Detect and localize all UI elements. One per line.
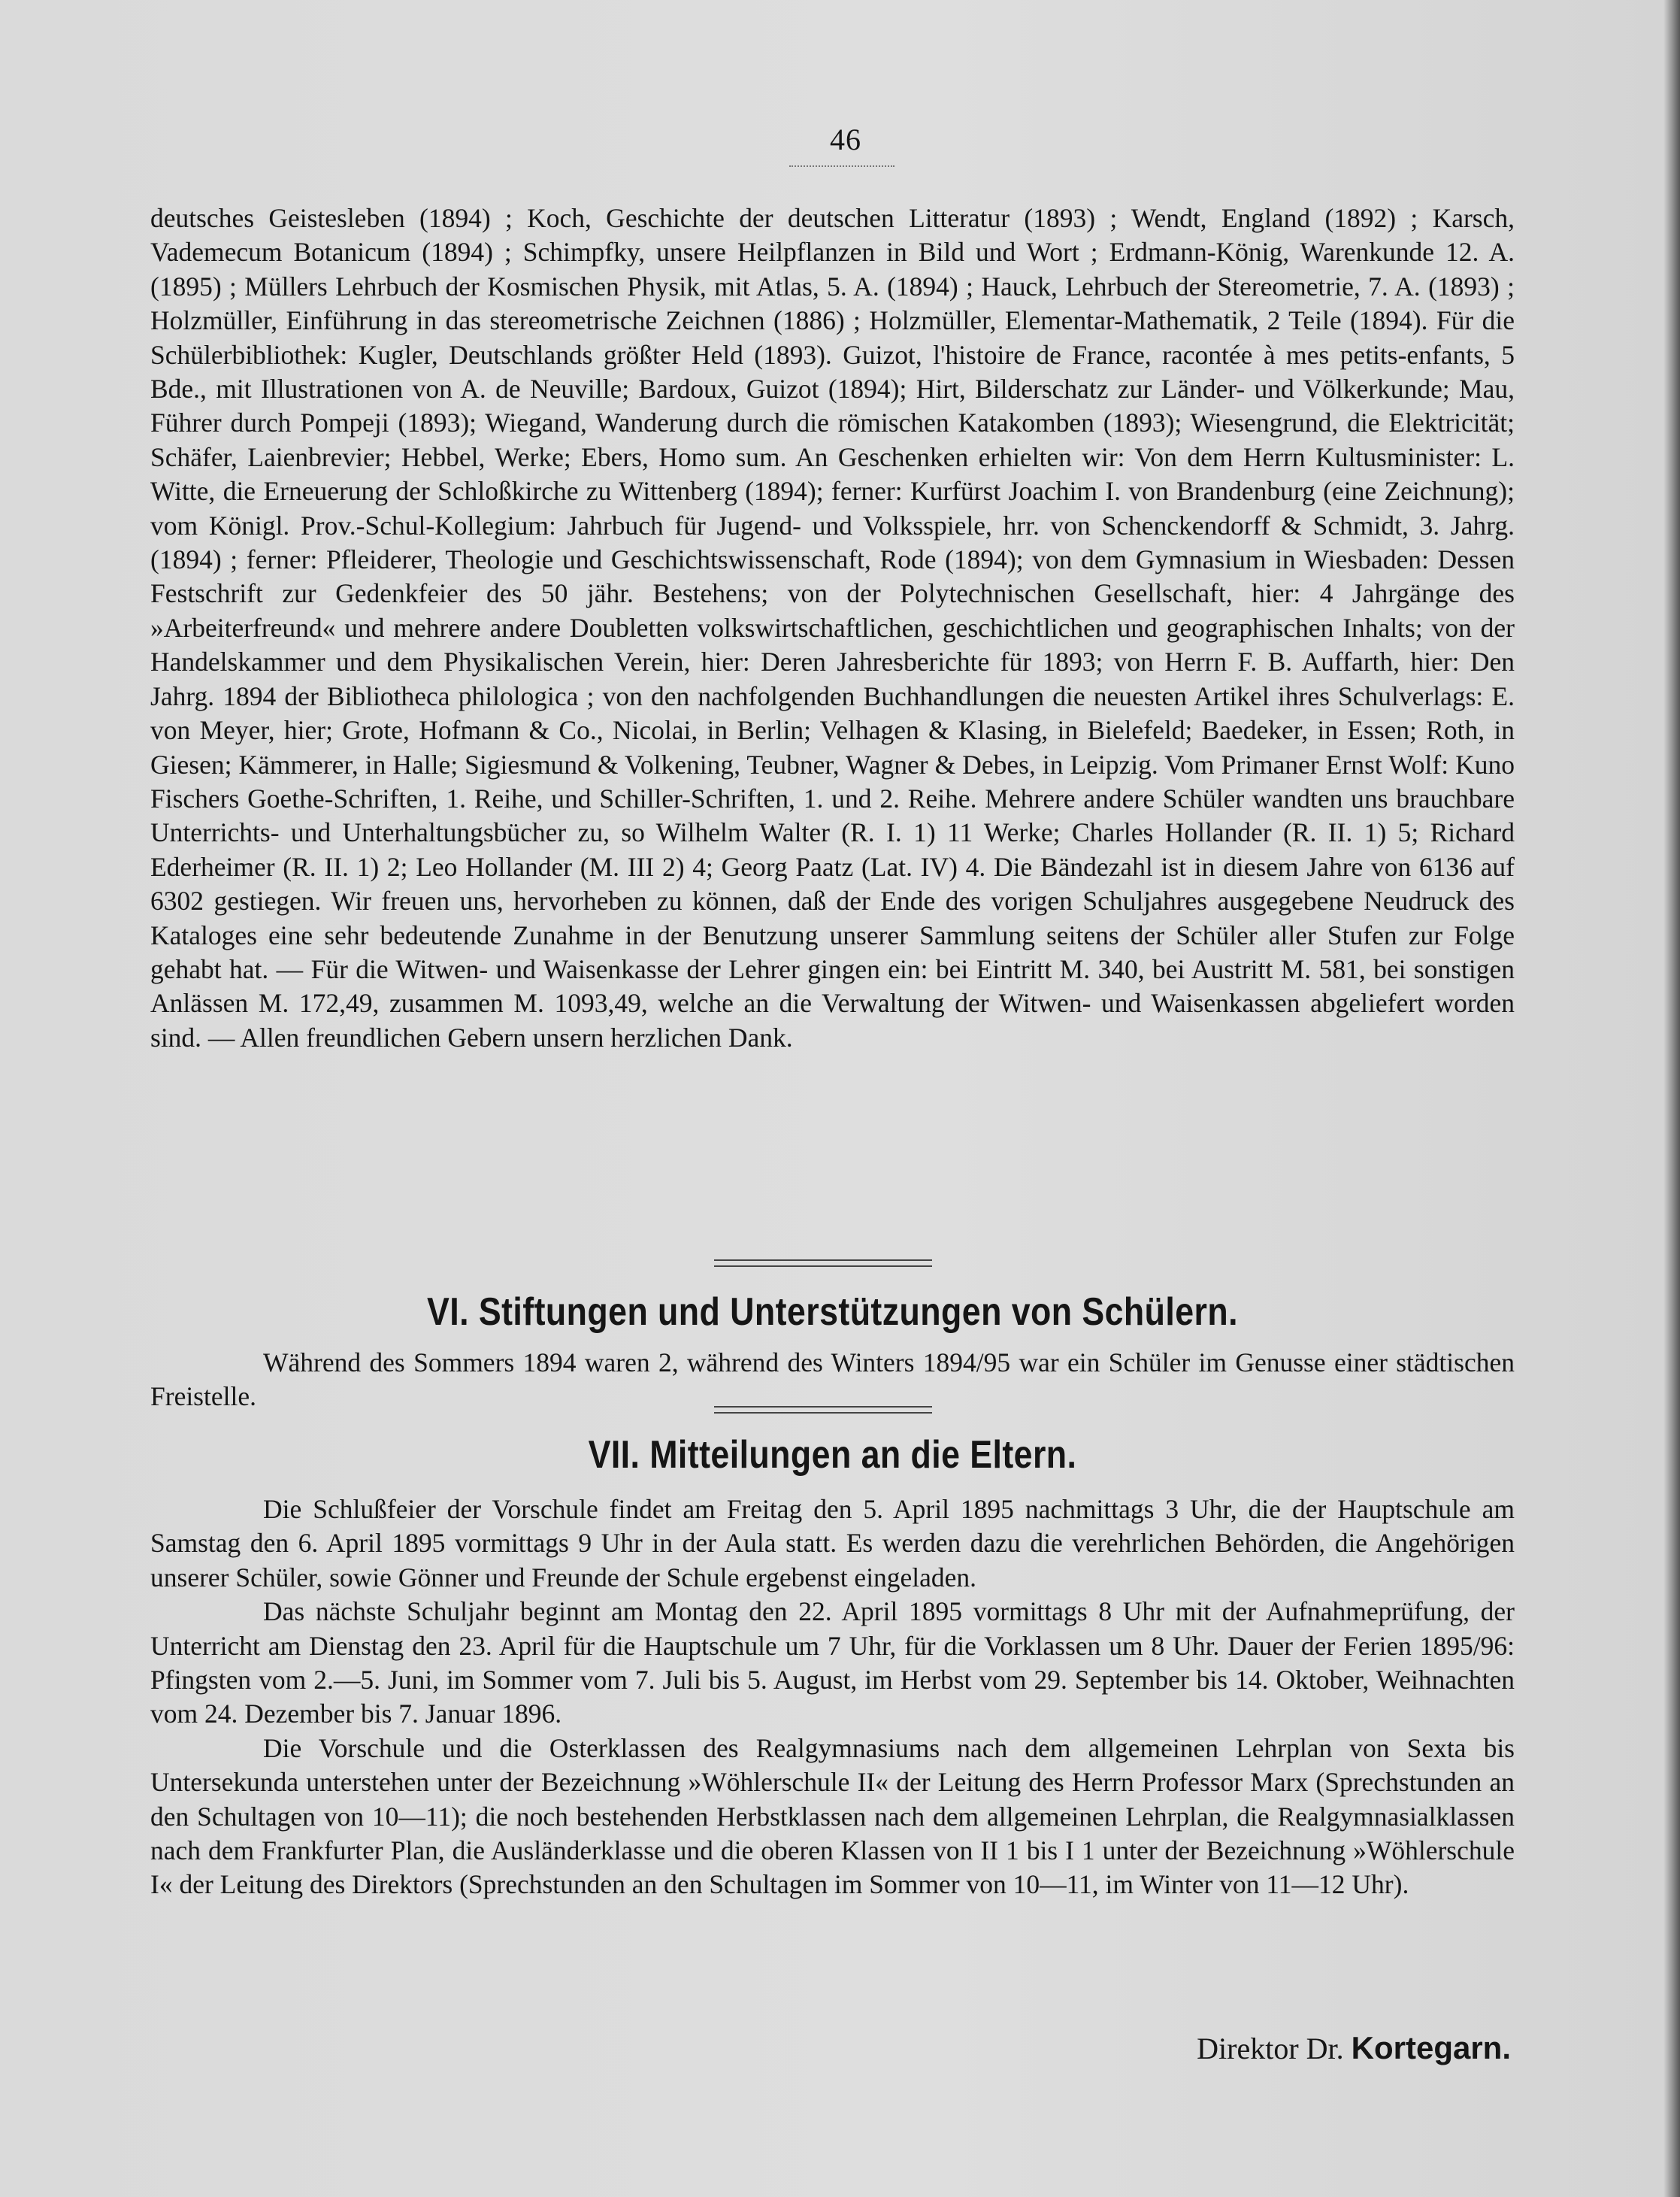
page-number: 46 bbox=[830, 123, 861, 156]
section-7-paragraph-school-year: Das nächste Schuljahr beginnt am Montag den 22. April 1895 vormittags 8 Uhr mit der Aufnahmeprüfung, der Unterricht am Dienstag den 23. April für die Hauptschule um 7 Uhr, für die Vorklassen um 8 Uhr. Dauer der Ferien 1895/96: Pfingsten vom 2.—5. Juni, im Sommer vom 7. Juli bis 5. August, im Herbst vom 29. September bis 14. Oktober, Weihnachten vom 24. Dezember bis 7. Januar 1896. bbox=[150, 1596, 1515, 1729]
signature-title: Direktor Dr. bbox=[1197, 2032, 1344, 2065]
library-paragraph: deutsches Geistesleben (1894) ; Koch, Geschichte der deutschen Litteratur (1893) ; Wendt, England (1892) ; Karsch, Vademecum Botanicum (1894) ; Schimpfky, unsere Heilpflanzen in Bild und Wort ; Erdmann-König, Warenkunde 12. A. (1895) ; Müllers Lehrbuch der Kosmischen Physik, mit Atlas, 5. A. (1894) ; Hauck, Lehrbuch der Stereometrie, 7. A. (1893) ; Holzmüller, Einführung in das stereometrische Zeichnen (1886) ; Holzmüller, Elementar-Mathematik, 2 Teile (1894). Für die Schülerbibliothek: Kugler, Deutschlands größter Held (1893). Guizot, l'histoire de France, racontée à mes petits-enfants, 5 Bde., mit Illustrationen von A. de Neuville; Bardoux, Guizot (1894); Hirt, Bilderschatz zur Länder- und Völkerkunde; Mau, Führer durch Pompeji (1893); Wiegand, Wanderung durch die römischen Katakomben (1893); Wiesengrund, die Elektricität; Schäfer, Laienbrevier; Hebbel, Werke; Ebers, Homo sum. An Geschenken erhielten wir: Von dem Herrn Kultusminister: L. Witte, die Erneuerung der Schloßkirche zu Wittenberg (1894); ferner: Kurfürst Joachim I. von Brandenburg (eine Zeichnung); vom Königl. Prov.-Schul-Kollegium: Jahrbuch für Jugend- und Volksspiele, hrr. von Schenckendorff & Schmidt, 3. Jahrg. (1894) ; ferner: Pfleiderer, Theologie und Geschichtswissenschaft, Rode (1894); von dem Gymnasium in Wiesbaden: Dessen Festschrift zur Gedenkfeier des 50 jähr. Bestehens; von der Polytechnischen Gesellschaft, hier: 4 Jahrgänge des »Arbeiterfreund« und mehrere andere Doubletten volkswirtschaftlichen, geschichtlichen und geographischen Inhalts; von der Handelskammer und dem Physikalischen Verein, hier: Deren Jahresberichte für 1893; von Herrn F. B. Auffarth, hier: Den Jahrg. 1894 der Bibliotheca philologica ; von den nachfolgenden Buchhandlungen die neuesten Artikel ihres Schulverlags: E. von Meyer, hier; Grote, Hofmann & Co., Nicolai, in Berlin; Velhagen & Klasing, in Bielefeld; Baedeker, in Essen; Roth, in Giesen; Kämmerer, in Halle; Sigiesmund & Volkening, Teubner, Wagner & Debes, in Leipzig. Vom Primaner Ernst Wolf: Kuno Fischers Goethe-Schriften, 1. Reihe, und Schiller-Schriften, 1. und 2. Reihe. Mehrere andere Schüler wandten uns brauchbare Unterrichts- und Unterhaltungsbücher zu, so Wilhelm Walter (R. I. 1) 11 Werke; Charles Hollander (R. II. 1) 5; Richard Ederheimer (R. II. 1) 2; Leo Hollander (M. III 2) 4; Georg Paatz (Lat. IV) 4. Die Bändezahl ist in diesem Jahre von 6136 auf 6302 gestiegen. Wir freuen uns, hervorheben zu können, daß der Ende des vorigen Schuljahres ausgegebene Neudruck des Kataloges eine sehr bedeutende Zunahme in der Benutzung unserer Sammlung seitens der Schüler aller Stufen zur Folge gehabt hat. — Für die Witwen- und Waisenkasse der Lehrer gingen ein: bei Eintritt M. 340, bei Austritt M. 581, bei sonstigen Anlässen M. 172,49, zusammen M. 1093,49, welche an die Verwaltung der Witwen- und Waisenkassen abgeliefert worden sind. — Allen freundlichen Gebern unsern herzlichen Dank. bbox=[150, 203, 1515, 1053]
section-divider-top bbox=[714, 1259, 932, 1267]
section-7-body bbox=[150, 1492, 1515, 1902]
section-6-paragraph: Während des Sommers 1894 waren 2, während des Winters 1894/95 war ein Schüler im Genusse einer städtischen Freistelle. bbox=[150, 1347, 1515, 1412]
section-divider-middle bbox=[714, 1406, 932, 1414]
section-6-heading: VI. Stiftungen und Unterstützungen von Schülern. bbox=[426, 1290, 1238, 1334]
signature bbox=[1045, 2030, 1511, 2066]
library-section bbox=[150, 202, 1515, 1055]
section-7-paragraph-administration: Die Vorschule und die Osterklassen des Realgymnasiums nach dem allgemeinen Lehrplan von Sexta bis Untersekunda unterstehen unter der Bezeichnung »Wöhlerschule II« der Leitung des Herrn Professor Marx (Sprechstunden an den Schultagen von 10—11); die noch bestehenden Herbstklassen nach dem allgemeinen Lehrplan, die Realgymnasialklassen nach dem Frankfurter Plan, die Ausländerklasse und die oberen Klassen von II 1 bis I 1 unter der Bezeichnung »Wöhlerschule I« der Leitung des Direktors (Sprechstunden an den Schultagen im Sommer von 10—11, im Winter von 11—12 Uhr). bbox=[150, 1732, 1515, 1900]
section-7-paragraph-closing-ceremony: Die Schlußfeier der Vorschule findet am Freitag den 5. April 1895 nachmittags 3 Uhr, die der Hauptschule am Samstag den 6. April 1895 vormittags 9 Uhr in der Aula statt. Es werden dazu die verehrlichen Behörden, die Angehörigen unserer Schüler, sowie Gönner und Freunde der Schule ergebenst eingeladen. bbox=[150, 1494, 1515, 1592]
section-7-heading: VII. Mitteilungen an die Eltern. bbox=[588, 1433, 1077, 1477]
section-6-body bbox=[150, 1346, 1515, 1414]
page-edge-shadow bbox=[1663, 0, 1680, 2197]
signature-name: Kortegarn. bbox=[1351, 2030, 1511, 2065]
page-number-ornament bbox=[789, 158, 894, 167]
